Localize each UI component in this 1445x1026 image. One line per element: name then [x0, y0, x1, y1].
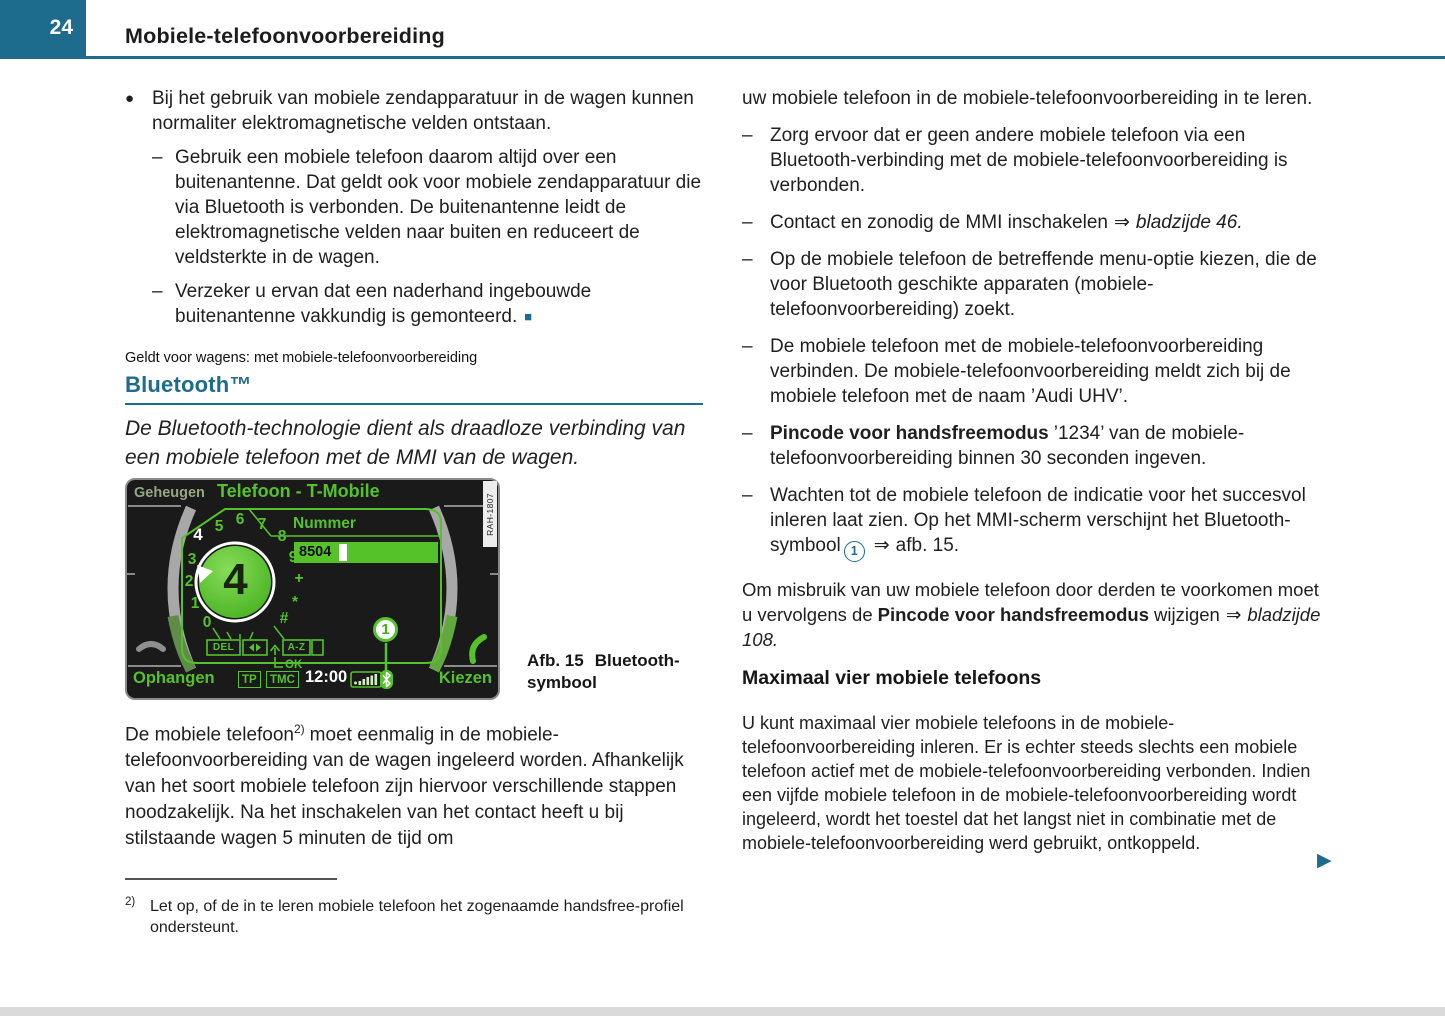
figure-caption-label: Afb. 15 — [527, 651, 584, 670]
footnote-rule — [125, 878, 337, 880]
footnote-reference: 2) — [294, 722, 305, 736]
figure-callout-1: 1 — [373, 617, 398, 642]
dial-char-star: * — [291, 594, 299, 611]
pincode-term: Pincode voor handsfreemodus — [770, 423, 1049, 444]
page-number: 24 — [49, 16, 73, 39]
dial-char-7: 7 — [257, 516, 267, 533]
right-column — [742, 86, 1324, 855]
section-heading-rule — [125, 403, 703, 405]
bullet-marker: ● — [125, 90, 135, 107]
applies-to-note: Geldt voor wagens: met mobiele-telefoonvoorbereiding — [125, 350, 478, 366]
number-field-value: 8504 — [299, 544, 332, 560]
number-field-label: Nummer — [293, 515, 356, 532]
memory-label: Geheugen — [134, 485, 205, 501]
learn-paragraph: De mobiele telefoon$^{2)}$ moet eenmalig in de mobiele-telefoonvoorbereiding van de wagen ingeleerd worden. Afhankelijk van het soort mobiele telefoon zijn hiervoor verschillende stappen noodzakelijk. Na het inschakelen van het contact heeft u bij stilstaande wagen 5 minuten de tijd om — [125, 722, 684, 850]
page-number-box — [0, 0, 86, 56]
continued-marker: ▶ — [1317, 850, 1332, 871]
dial-char-1: 1 — [190, 595, 200, 612]
dash-marker: – — [742, 485, 753, 506]
dash-marker: – — [742, 336, 753, 357]
page-bottom-edge — [0, 1007, 1445, 1016]
figure-caption-text: Bluetooth-symbool — [527, 651, 680, 692]
step-item: – Op de mobiele telefoon de betreffende menu-optie kiezen, die de voor Bluetooth geschikte apparaten (mobiele-telefoonvoorbereiding) zoekt. — [742, 249, 1317, 320]
dial-char-plus: + — [294, 570, 304, 587]
tmc-status-badge: TMC — [266, 671, 299, 688]
misuse-paragraph: Om misbruik van uw mobiele telefoon door derden te voorkomen moet u vervolgens de Pincode voor handsfreemodus wijzigen ⇒ bladzijde 108. — [742, 579, 1321, 650]
clock-time: 12:00 — [305, 668, 348, 686]
pincode-term: Pincode voor handsfreemodus — [877, 604, 1150, 625]
sub-item-text: Gebruik een mobiele telefoon daarom altijd over een buitenantenne. Dat geldt ook voor mobiele zendapparatuur die via Bluetooth is verbonden. De buitenantenne leidt de elektromagnetische velden naar buiten en reduceert de veldsterkte in de wagen. — [175, 147, 702, 268]
text-cursor — [339, 544, 347, 561]
dash-marker: – — [152, 147, 163, 168]
dash-marker: – — [152, 281, 163, 302]
dial-char-hash: # — [279, 610, 289, 627]
mmi-screen-image — [125, 478, 500, 700]
del-key-label: DEL — [212, 642, 235, 653]
step-item: – Zorg ervoor dat er geen andere mobiele telefoon via een Bluetooth-verbinding met de mobiele-telefoonvoorbereiding is verbonden. — [742, 125, 1288, 196]
left-column — [125, 86, 703, 472]
sub-item-text: Verzeker u ervan dat een naderhand ingebouwde buitenantenne vakkundig is gemonteerd. — [175, 281, 592, 327]
dash-marker: – — [742, 423, 753, 444]
page-title: Mobiele-telefoonvoorbereiding — [125, 24, 445, 48]
cross-reference-arrow: ⇒ — [1113, 212, 1130, 233]
step-item: – Pincode voor handsfreemodus ’1234’ van de mobiele-telefoonvoorbereiding binnen 30 seconden ingeven. — [742, 423, 1245, 469]
dial-char-0: 0 — [202, 614, 212, 631]
footnote-text-block — [125, 892, 703, 938]
dial-char-9: 9 — [288, 549, 298, 566]
sub-item — [152, 279, 703, 329]
dial-selected-digit: 4 — [223, 555, 248, 604]
dash-marker: – — [742, 125, 753, 146]
az-key-label: A-Z — [287, 642, 306, 653]
dial-char-2: 2 — [184, 573, 194, 590]
dial-char-5: 5 — [214, 518, 224, 535]
dial-char-8: 8 — [277, 528, 287, 545]
softkey-hangup-label: Ophangen — [133, 669, 215, 687]
header-rule — [0, 56, 1445, 59]
footnote-text: Let op, of de in te leren mobiele telefoon het zogenaamde handsfree-profiel ondersteunt. — [150, 898, 684, 936]
image-ref-code: RAH-1807 — [483, 481, 497, 547]
cross-reference-arrow: ⇒ — [1225, 604, 1242, 625]
section-heading: Bluetooth™ — [125, 372, 252, 397]
step-item: – De mobiele telefoon met de mobiele-telefoonvoorbereiding verbinden. De mobiele-telefoonvoorbereiding meldt zich bij de mobiele telefoon met de naam ’Audi UHV’. — [742, 336, 1291, 407]
step-item: – Wachten tot de mobiele telefoon de indicatie voor het succesvol inleren laat zien. Op het MMI-scherm verschijnt het Bluetooth-symbool 1 ⇒ afb. 15. — [742, 483, 1324, 562]
dash-marker: – — [742, 249, 753, 270]
dial-char-6: 6 — [235, 511, 245, 528]
bullet-item-text: Bij het gebruik van mobiele zendapparatuur in de wagen kunnen normaliter elektromagnetische velden ontstaan. — [152, 88, 694, 134]
step-item: – Contact en zonodig de MMI inschakelen ⇒ bladzijde 46. — [742, 212, 1243, 233]
screen-title: Telefoon - T-Mobile — [217, 481, 380, 501]
page-reference: bladzijde 46. — [1135, 212, 1243, 233]
dash-marker: – — [742, 212, 753, 233]
lead-paragraph: De Bluetooth-technologie dient als draadloze verbinding van een mobiele telefoon met de MMI van de wagen. — [125, 417, 686, 469]
dial-char-4-selected: 4 — [193, 525, 203, 544]
figure-caption — [527, 650, 685, 694]
sub-item — [152, 145, 703, 270]
figure-reference: afb. 15. — [895, 535, 960, 556]
footnote — [125, 878, 703, 938]
bullet-item — [125, 86, 703, 136]
footnote-marker: 2) — [125, 896, 136, 908]
section-end-icon: ■ — [524, 309, 533, 324]
tp-status-badge: TP — [238, 671, 261, 688]
intro-continuation: uw mobiele telefoon in de mobiele-telefoonvoorbereiding in te leren. — [742, 88, 1313, 109]
ok-key-label: OK — [285, 659, 303, 671]
cross-reference-arrow: ⇒ — [873, 535, 890, 556]
subheading-max-phones: Maximaal vier mobiele telefoons — [742, 667, 1042, 689]
dial-char-3: 3 — [187, 551, 197, 568]
figure-mmi — [125, 478, 825, 718]
page-reference: bladzijde 108. — [742, 604, 1321, 650]
softkey-dial-label: Kiezen — [438, 669, 492, 687]
max-phones-paragraph: U kunt maximaal vier mobiele telefoons in de mobiele-telefoonvoorbereiding inleren. Er is echter steeds slechts een mobiele telefoon actief met de mobiele-telefoonvoorbereiding verbonden. Indien een vijfde mobiele telefoon in de mobiele-telefoonvoorbereiding wordt ingeleerd, wordt het toestel dat het langst niet in combinatie met de mobiele-telefoonvoorbereiding werd gebruikt, ontkoppeld. — [742, 712, 1311, 853]
inline-callout-1: 1 — [844, 541, 865, 562]
